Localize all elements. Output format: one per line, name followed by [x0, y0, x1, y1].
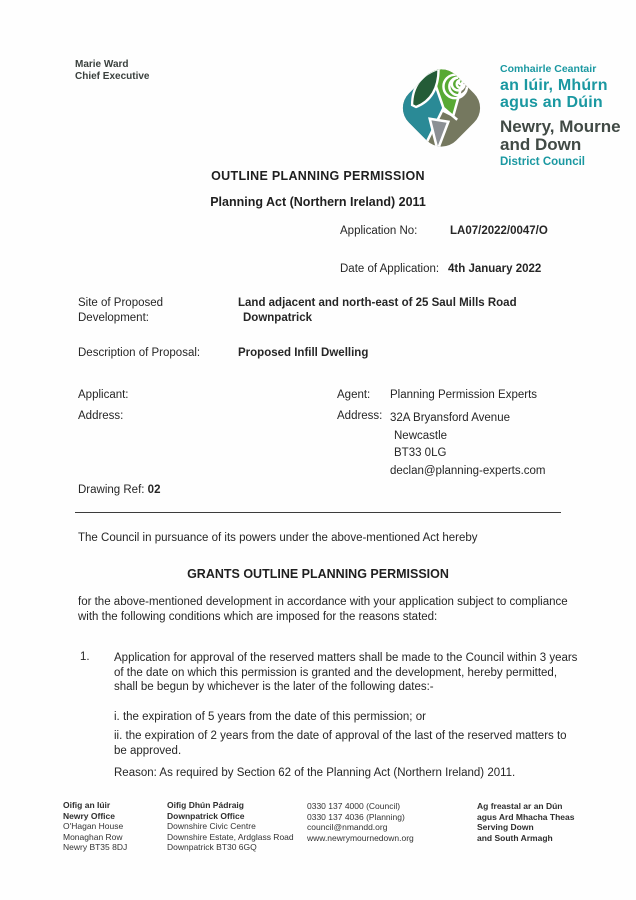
logo-irish-line2: agus an Dúin	[500, 94, 603, 111]
application-no-label: Application No:	[340, 225, 418, 237]
footer-contact	[307, 801, 414, 843]
condition-text-line: of the date on which this permission is granted and the development, hereby permitted,	[114, 666, 558, 679]
site-value-line1: Land adjacent and north-east of 25 Saul Mills Road	[238, 297, 517, 309]
footer-address-line: Downshire Estate, Ardglass Road	[167, 831, 294, 842]
condition-text-line: shall be begun by whichever is the later of the following dates:-	[114, 681, 434, 693]
condition-item-ii-line: be approved.	[114, 744, 182, 757]
site-label-line1: Site of Proposed	[78, 297, 164, 309]
grant-paragraph	[78, 595, 568, 624]
drawing-ref-value: 02	[147, 484, 161, 496]
footer-office-name-irish: Oifig Dhún Pádraig	[167, 800, 244, 810]
site-value	[238, 296, 517, 326]
grant-intro: The Council in pursuance of its powers under the above-mentioned Act hereby	[78, 532, 478, 544]
footer-downpatrick-office	[167, 800, 294, 853]
description-label: Description of Proposal:	[78, 347, 201, 359]
applicant-label: Applicant:	[78, 389, 129, 401]
footer-address-line: Downshire Civic Centre	[167, 821, 256, 831]
council-logo-icon	[392, 59, 491, 157]
agent-name: Planning Permission Experts	[390, 389, 538, 401]
executive-title: Chief Executive	[75, 71, 150, 82]
condition-reason: Reason: As required by Section 62 of the Planning Act (Northern Ireland) 2011.	[114, 767, 516, 779]
logo-irish-line1: an Iúir, Mhúrn	[500, 77, 608, 94]
drawing-ref-label: Drawing Ref:	[78, 484, 145, 496]
logo-district-council: District Council	[500, 156, 585, 168]
footer-office-name: Newry Office	[63, 810, 115, 821]
agent-address-line: declan@planning-experts.com	[390, 464, 546, 477]
logo-irish-small: Comhairle Ceantair	[500, 63, 597, 75]
executive-block	[75, 59, 149, 83]
footer-phone-council: 0330 137 4000 (Council)	[307, 801, 401, 811]
footer-phone-planning: 0330 137 4036 (Planning)	[307, 811, 405, 822]
council-logo-text	[500, 63, 621, 168]
grant-heading: GRANTS OUTLINE PLANNING PERMISSION	[187, 567, 449, 581]
footer-website: www.newrymournedown.org	[307, 832, 414, 843]
divider-line	[75, 512, 561, 513]
condition-text-line: Application for approval of the reserved matters shall be made to the Council within 3 years	[114, 652, 578, 664]
agent-address-line: BT33 0LG	[394, 447, 447, 459]
drawing-ref	[78, 484, 160, 496]
footer-office-name: Downpatrick Office	[167, 810, 245, 821]
grant-paragraph-line: with the following conditions which are imposed for the reasons stated:	[78, 610, 438, 623]
condition-item-ii	[114, 729, 567, 758]
executive-name: Marie Ward	[75, 59, 129, 70]
footer-motto-irish-line1: Ag freastal ar an Dún	[477, 801, 563, 811]
footer-motto-english-line2: and South Armagh	[477, 832, 553, 843]
condition-text	[114, 651, 577, 695]
condition-item-i: i. the expiration of 5 years from the date of this permission; or	[114, 711, 426, 723]
footer-address-line: Monaghan Row	[63, 831, 123, 842]
condition-number: 1.	[80, 651, 90, 663]
agent-address-line: 32A Bryansford Avenue	[390, 412, 510, 424]
application-date-label: Date of Application:	[340, 263, 440, 275]
document-title: OUTLINE PLANNING PERMISSION	[211, 169, 425, 183]
agent-label: Agent:	[337, 389, 371, 401]
footer-email: council@nmandd.org	[307, 822, 388, 832]
logo-english-line1: Newry, Mourne	[500, 117, 621, 136]
footer-motto	[477, 801, 574, 843]
agent-address-line: Newcastle	[394, 429, 448, 442]
site-value-line2: Downpatrick	[243, 312, 313, 324]
council-logo	[392, 59, 491, 162]
footer-motto-english-line1: Serving Down	[477, 822, 534, 832]
agent-address	[390, 410, 546, 480]
footer-motto-irish-line2: agus Ard Mhacha Theas	[477, 811, 575, 822]
application-date-value: 4th January 2022	[448, 263, 542, 275]
applicant-address-label: Address:	[78, 410, 124, 422]
footer-newry-office	[63, 800, 127, 853]
grant-paragraph-line: for the above-mentioned development in accordance with your application subject to compliance	[78, 596, 568, 608]
site-label-line2: Development:	[78, 312, 149, 324]
footer-address-line: Downpatrick BT30 6GQ	[167, 842, 257, 852]
description-value: Proposed Infill Dwelling	[238, 347, 369, 359]
footer-address-line: O'Hagan House	[63, 821, 124, 831]
site-label	[78, 296, 163, 326]
footer-office-name-irish: Oifig an Iúir	[63, 800, 111, 810]
application-no-value: LA07/2022/0047/O	[450, 225, 548, 237]
logo-english-line2: and Down	[500, 135, 582, 154]
agent-address-label: Address:	[337, 410, 383, 422]
condition-item-ii-line: ii. the expiration of 2 years from the date of approval of the last of the reserved matters to	[114, 730, 567, 742]
footer-address-line: Newry BT35 8DJ	[63, 842, 128, 852]
document-subtitle: Planning Act (Northern Ireland) 2011	[210, 195, 426, 209]
